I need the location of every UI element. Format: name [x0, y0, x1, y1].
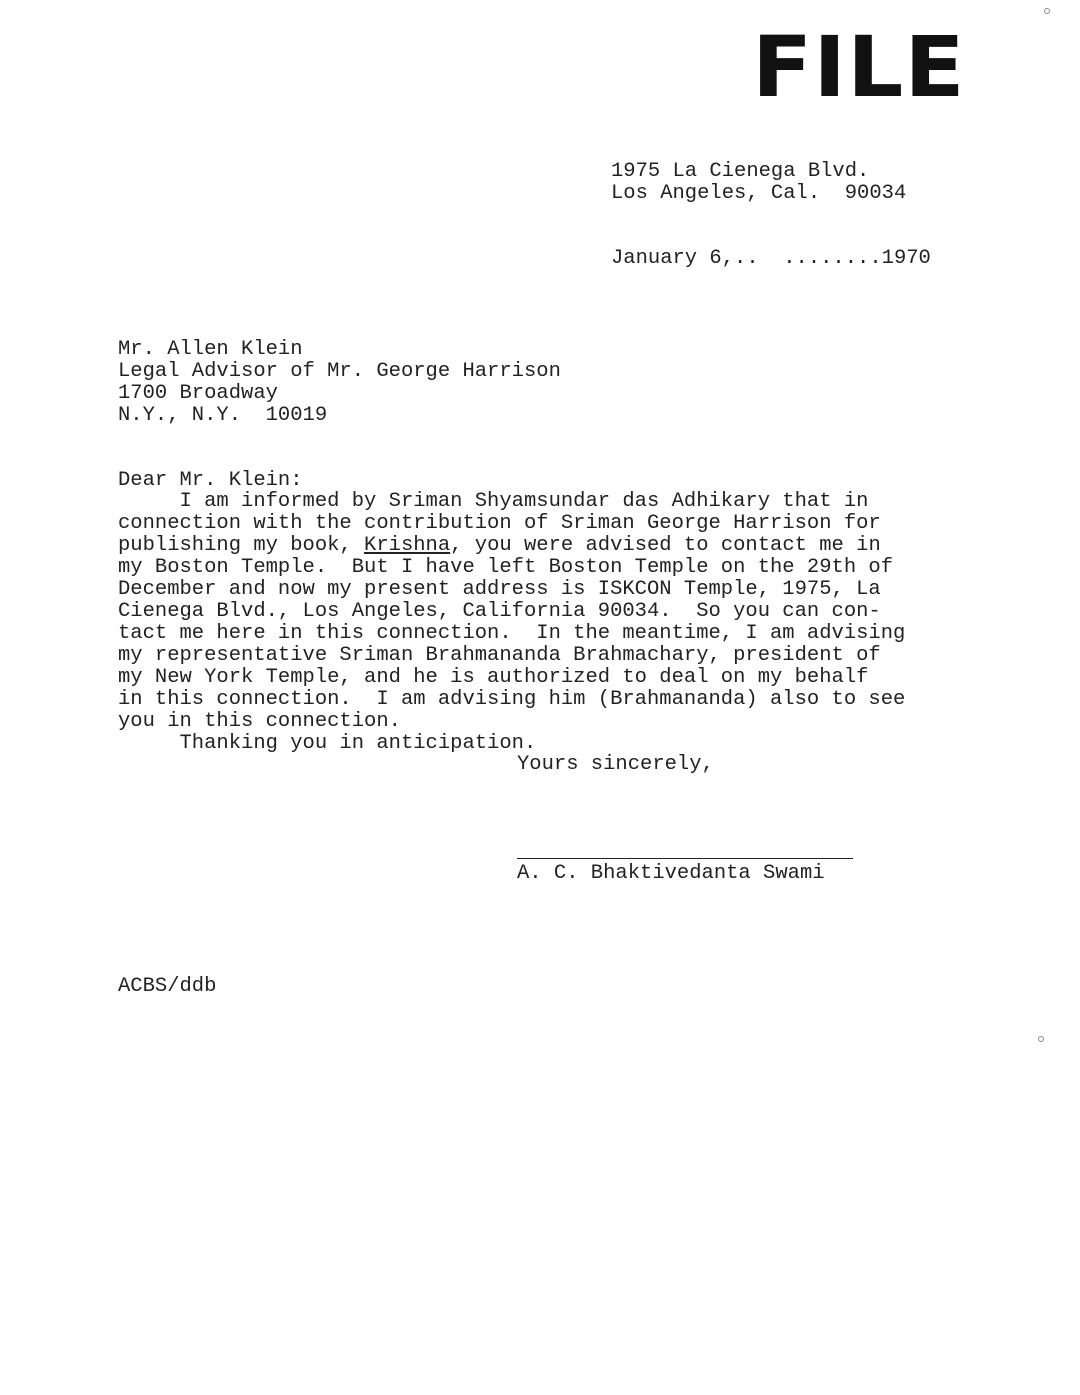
body-line: I am informed by Sriman Shyamsundar das Adhikary that in [118, 490, 869, 513]
body-line: in this connection. I am advising him (Brahmananda) also to see [118, 688, 906, 711]
closing: Yours sincerely, [517, 753, 714, 776]
body-line [118, 535, 881, 557]
body-line: my New York Temple, and he is authorized to deal on my behalf [118, 666, 869, 689]
body-line: you in this connection. [118, 710, 401, 733]
recipient-street: 1700 Broadway [118, 382, 278, 405]
salutation: Dear Mr. Klein: [118, 469, 303, 492]
body-line: my representative Sriman Brahmananda Brahmachary, president of [118, 644, 881, 667]
body-line: December and now my present address is ISKCON Temple, 1975, La [118, 578, 881, 601]
body-text: publishing my book, [118, 534, 365, 557]
sender-address-line-1: 1975 La Cienega Blvd. [611, 160, 870, 183]
body-line: my Boston Temple. But I have left Boston Temple on the 29th of [118, 556, 894, 579]
reference-initials: ACBS/ddb [118, 975, 217, 998]
body-text: , you were advised to contact me in [450, 534, 881, 557]
recipient-title: Legal Advisor of Mr. George Harrison [118, 360, 561, 383]
body-line: connection with the contribution of Sriman George Harrison for [118, 512, 881, 535]
body-line: Thanking you in anticipation. [118, 732, 537, 755]
scan-speck [1044, 8, 1050, 14]
body-line: Cienega Blvd., Los Angeles, California 90034. So you can con- [118, 600, 881, 623]
scan-speck [1038, 1036, 1044, 1042]
signature-line [517, 858, 853, 859]
sender-address-line-2: Los Angeles, Cal. 90034 [611, 182, 907, 205]
file-stamp: FILE [752, 18, 966, 116]
recipient-name: Mr. Allen Klein [118, 338, 303, 361]
body-line: tact me here in this connection. In the meantime, I am advising [118, 622, 906, 645]
book-title: Krishna [364, 534, 451, 557]
letter-date: January 6,.. ........1970 [611, 247, 931, 270]
signature-name: A. C. Bhaktivedanta Swami [517, 862, 825, 885]
recipient-city: N.Y., N.Y. 10019 [118, 404, 328, 427]
